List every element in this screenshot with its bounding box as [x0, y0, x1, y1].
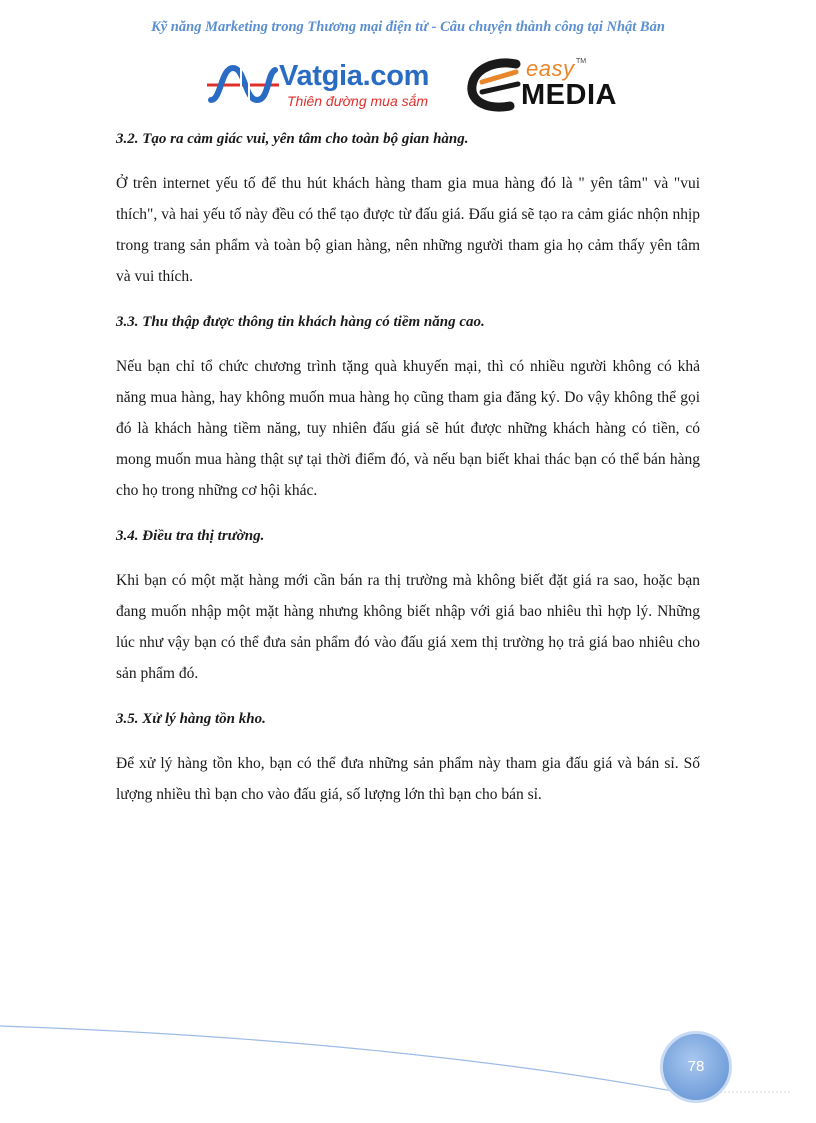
easy-media-emblem-icon — [466, 58, 524, 112]
vatgia-wave-icon — [207, 60, 279, 110]
section-body-3-3: Nếu bạn chỉ tổ chức chương trình tặng quà khuyến mại, thì có nhiều người không có khả năng mua hàng, hay không muốn mua hàng họ cũng tham gia đăng ký. Do vậy không thể gọi đó là khách hàng tiềm năng, tuy nhiên đấu giá sẽ hút được những khách hàng có tiền, có mong muốn mua hàng thật sự tại thời điểm đó, và nếu bạn biết khai thác bạn có thể bán hàng cho họ trong những cơ hội khác. — [116, 358, 700, 499]
media-word: MEDIA — [521, 79, 617, 111]
section-body-3-2: Ở trên internet yếu tố để thu hút khách hàng tham gia mua hàng đó là " yên tâm" và "vui thích", và hai yếu tố này đều có thể tạo được từ đấu giá. Đấu giá sẽ tạo ra cảm giác nhộn nhịp trong trang sản phẩm và toàn bộ gian hàng, nên những người tham gia họ cảm thấy yên tâm và vui thích. — [116, 175, 700, 285]
trademark-mark: TM — [576, 58, 587, 65]
section-body-3-4: Khi bạn có một mặt hàng mới cần bán ra thị trường mà không biết đặt giá ra sao, hoặc bạn đang muốn nhập một mặt hàng nhưng không biết nhập với giá bao nhiêu thì hợp lý. Những lúc như vậy bạn có thể đưa sản phẩm đó vào đấu giá xem thị trường họ trả giá bao nhiêu cho sản phẩm đó. — [116, 572, 700, 682]
section-heading-3-2: 3.2. Tạo ra cảm giác vui, yên tâm cho toàn bộ gian hàng. — [116, 131, 469, 147]
running-header: Kỹ năng Marketing trong Thương mại điện tử - Câu chuyện thành công tại Nhật Bản — [151, 19, 665, 35]
easy-word: easy — [526, 56, 575, 81]
vatgia-logo — [207, 60, 452, 110]
section-heading-3-4: 3.4. Điều tra thị trường. — [116, 528, 265, 544]
section-body-3-5: Để xử lý hàng tồn kho, bạn có thể đưa những sản phẩm này tham gia đấu giá và bán sỉ. Số lượng nhiều thì bạn cho vào đấu giá, số lượng lớn thì bạn cho bán sỉ. — [116, 755, 700, 803]
vatgia-tagline: Thiên đường mua sắm — [287, 93, 429, 109]
page-number: 78 — [687, 1058, 705, 1075]
document-body — [116, 128, 700, 810]
section-heading-3-3: 3.3. Thu thập được thông tin khách hàng có tiềm năng cao. — [116, 314, 485, 330]
easy-media-logo — [466, 58, 626, 114]
logo-bar — [0, 58, 816, 114]
section-heading-3-5: 3.5. Xử lý hàng tồn kho. — [116, 711, 266, 727]
vatgia-name: Vatgia.com — [279, 60, 430, 92]
page-number-badge — [660, 1031, 732, 1103]
